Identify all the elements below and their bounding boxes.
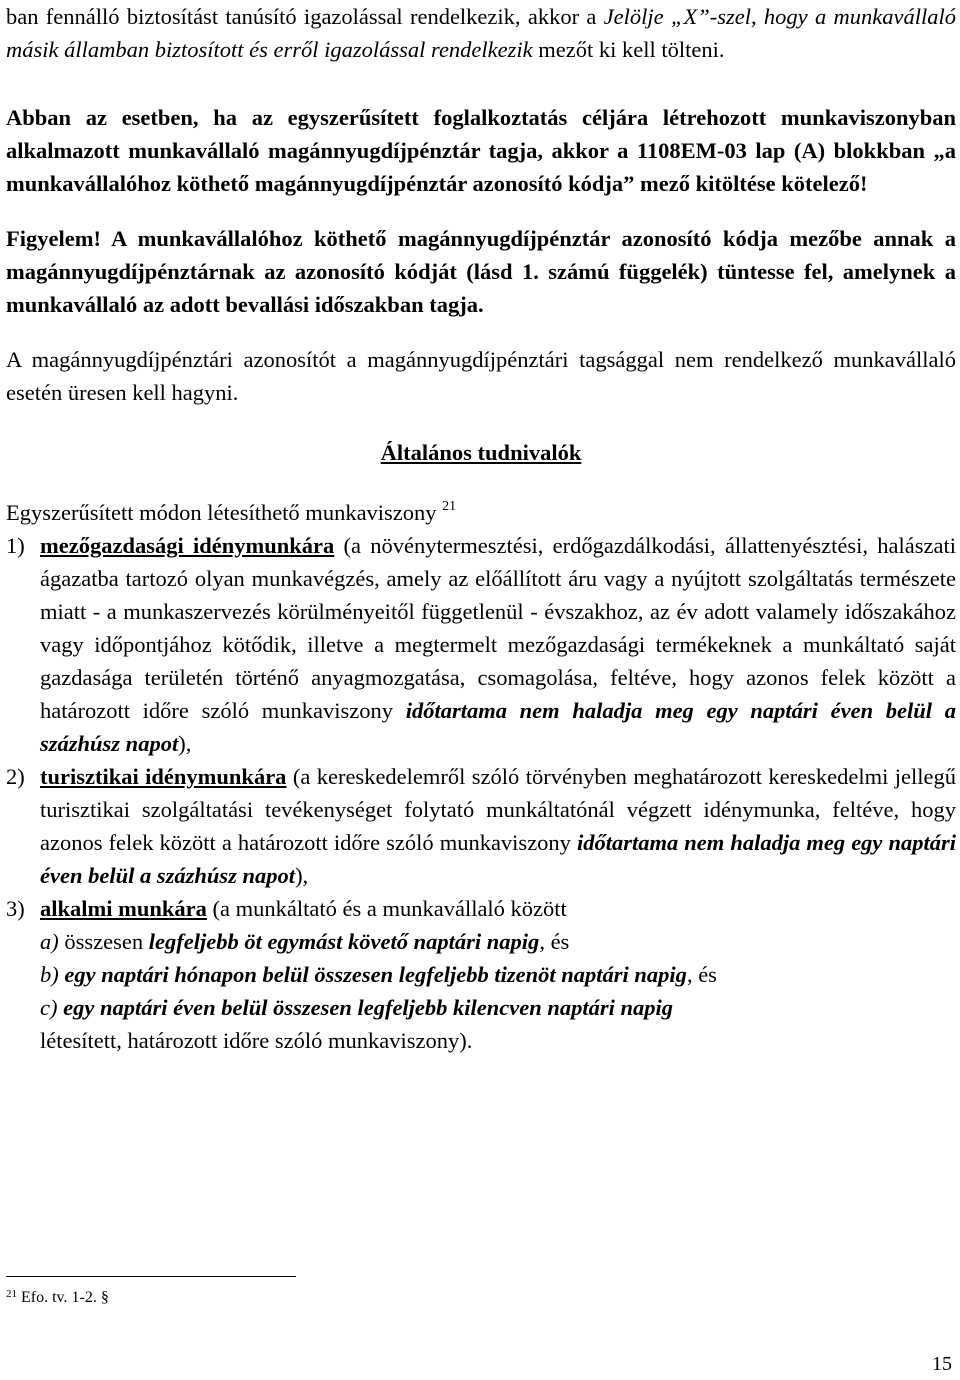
paragraph-continuation: ban fennálló biztosítást tanúsító igazolással rendelkezik, akkor a Jelölje „X”-szel, hogy a munkavállaló másik államban biztosított és erről igazolással rendelkezik mezőt ki kell tölteni.: [6, 4, 956, 62]
list-item-emphasis: időtartama nem haladja meg egy naptári éven belül a százhúsz napot: [40, 830, 956, 888]
list-item: 3) alkalmi munkára (a munkáltató és a munkavállaló között a) összesen legfeljebb öt egymást követő naptári napig, és b) egy naptári hónapon belül összesen legfeljebb tizenöt naptári napig, és c) egy naptári éven belül összesen legfeljebb kilencven naptári napig létesített, határozott időre szóló munkaviszony).: [6, 896, 717, 1053]
footnote-divider: [6, 1276, 296, 1277]
list-item-term: mezőgazdasági idénymunkára: [40, 533, 335, 558]
paragraph-attention-note: Figyelem! A munkavállalóhoz köthető magánnyugdíjpénztár azonosító kódja mezőbe annak a magánnyugdíjpénztárnak az azonosító kódját (lásd 1. számú függelék) tüntesse fel, amelynek a munkavállaló az adott bevallási időszakban tagja.: [6, 226, 956, 317]
section-heading: Általános tudnivalók: [380, 440, 582, 465]
sub-item-c: c) egy naptári éven belül összesen legfeljebb kilencven naptári napig: [40, 995, 674, 1020]
list-item-term: alkalmi munkára: [40, 896, 207, 921]
document-body: [6, 0, 956, 1057]
paragraph-pension-fund-rule: Abban az esetben, ha az egyszerűsített foglalkoztatás céljára létrehozott munkaviszonyban alkalmazott munkavállaló magánnyugdíjpénztár tagja, akkor a 1108EM-03 lap (A) blokkban „a munkavállalóhoz köthető magánnyugdíjpénztár azonosító kódja” mező kitöltése kötelező!: [6, 105, 956, 196]
list-item-emphasis: időtartama nem haladja meg egy naptári éven belül a százhúsz napot: [40, 698, 956, 756]
sub-item-a: a) összesen legfeljebb öt egymást követő naptári napig, és: [40, 929, 570, 954]
list-item: 2) turisztikai idénymunkára (a kereskedelemről szóló törvényben meghatározott kereskedelmi jellegű turisztikai szolgáltatási tevékenységet folytató munkáltatónál végzett idénymunka, feltéve, hogy azonos felek között a határozott időre szóló munkaviszony időtartama nem haladja meg egy naptári éven belül a százhúsz napot),: [6, 764, 956, 888]
list-intro: Egyszerűsített módon létesíthető munkaviszony $^{21}$: [6, 499, 457, 525]
italic-field-name: Jelölje „X”-szel, hogy a munkavállaló másik államban biztosított és erről igazolással rendelkezik: [6, 4, 956, 62]
list-item-term: turisztikai idénymunkára: [40, 764, 287, 789]
employment-types-list: [6, 529, 956, 1057]
sub-item-b: b) egy naptári hónapon belül összesen legfeljebb tizenöt naptári napig, és: [40, 962, 717, 987]
paragraph-empty-field-note: A magánnyugdíjpénztári azonosítót a magánnyugdíjpénztári tagsággal nem rendelkező munkavállaló esetén üresen kell hagyni.: [6, 347, 956, 405]
footnote-reference: 21: [442, 499, 457, 514]
footnote: $^{21}$ Efo. tv. 1-2. §: [6, 1288, 109, 1306]
page-number: 15: [932, 1353, 952, 1375]
list-item: 1) mezőgazdasági idénymunkára (a növénytermesztési, erdőgazdálkodási, állattenyésztési, halászati ágazatba tartozó olyan munkavégzés, amely az előállított áru vagy a nyújtott szolgáltatás természete miatt - a munkaszervezés körülményeitől függetlenül - évszakhoz, az év adott valamely időszakához vagy időpontjához kötődik, illetve a megtermelt mezőgazdasági termékeknek a munkáltató saját gazdasága területén történő anyagmozgatása, csomagolása, feltéve, hogy azonos felek között a határozott időre szóló munkaviszony időtartama nem haladja meg egy naptári éven belül a százhúsz napot),: [6, 533, 956, 756]
